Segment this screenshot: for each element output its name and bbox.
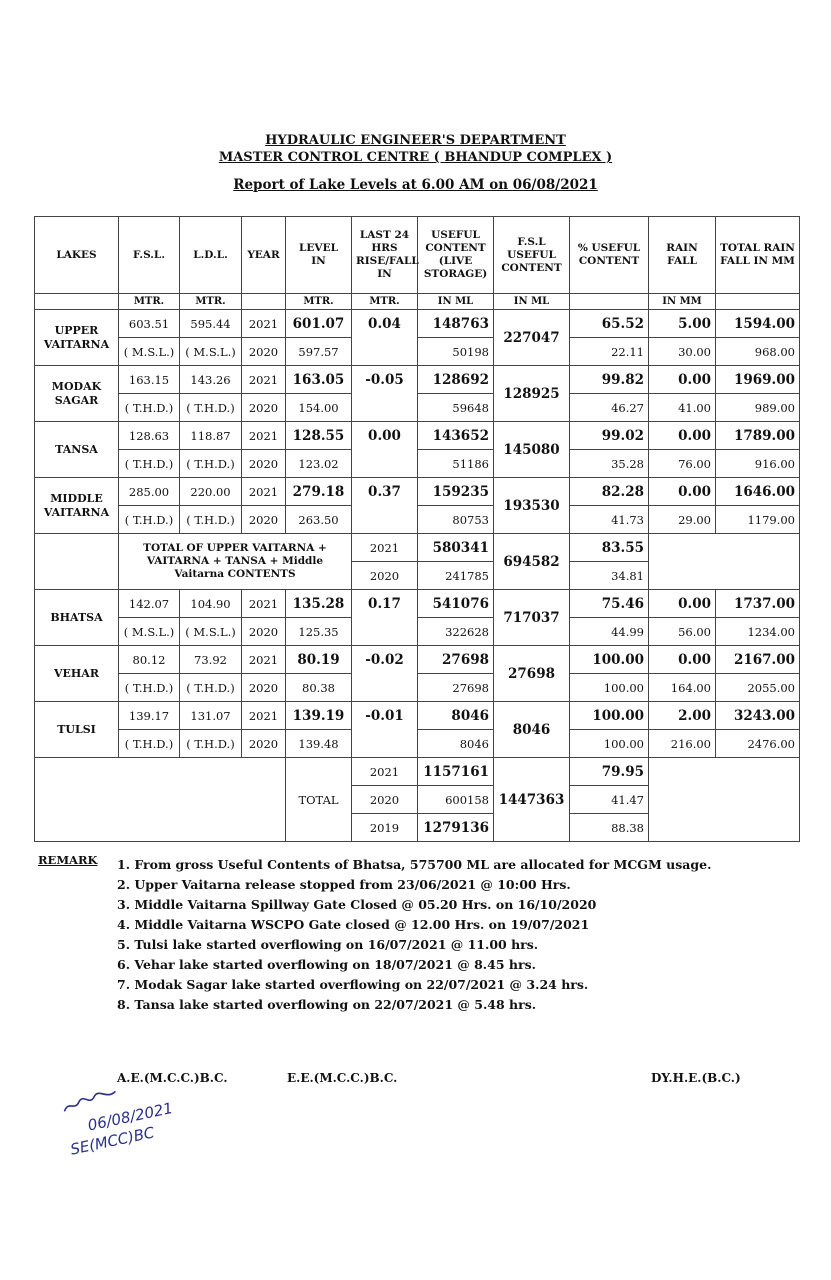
- rain-value: 56.00: [649, 618, 716, 646]
- rain-value: 0.00: [649, 646, 716, 674]
- col-level: LEVEL IN: [286, 217, 352, 294]
- useful-value: 143652: [418, 422, 494, 450]
- lake-levels-table: [34, 216, 800, 842]
- rise-value: [352, 730, 418, 758]
- fsl-useful-value: 694582: [494, 534, 570, 590]
- total-rain-value: 1789.00: [716, 422, 800, 450]
- remark-item: 5. Tulsi lake started overflowing on 16/07/2021 @ 11.00 hrs.: [117, 937, 539, 952]
- lake-name: BHATSA: [35, 590, 119, 646]
- table-row: [35, 702, 800, 730]
- col-rain: RAIN FALL: [649, 217, 716, 294]
- rain-value: 164.00: [649, 674, 716, 702]
- pct-value: 88.38: [570, 814, 649, 842]
- rise-value: -0.01: [352, 702, 418, 730]
- year-value: 2020: [242, 450, 286, 478]
- year-value: 2020: [242, 730, 286, 758]
- total-rain-value: 989.00: [716, 394, 800, 422]
- total-rain-value: 1179.00: [716, 506, 800, 534]
- year-value: 2021: [352, 534, 418, 562]
- table-row: [35, 338, 800, 366]
- remark-item: 2. Upper Vaitarna release stopped from 23/06/2021 @ 10:00 Hrs.: [117, 877, 571, 892]
- remark-item: 8. Tansa lake started overflowing on 22/07/2021 @ 5.48 hrs.: [117, 997, 537, 1012]
- useful-value: 27698: [418, 674, 494, 702]
- useful-value: 580341: [418, 534, 494, 562]
- year-value: 2021: [352, 758, 418, 786]
- fsl-value: 163.15: [119, 366, 180, 394]
- total-rain-value: 3243.00: [716, 702, 800, 730]
- ldl-datum: ( T.H.D.): [180, 394, 242, 422]
- level-value: 80.19: [286, 646, 352, 674]
- table-row: [35, 310, 800, 338]
- col-fsl: F.S.L.: [119, 217, 180, 294]
- signature-ee: E.E.(M.C.C.)B.C.: [287, 1071, 398, 1085]
- useful-value: 128692: [418, 366, 494, 394]
- ldl-datum: ( T.H.D.): [180, 506, 242, 534]
- unit-useful: IN ML: [418, 294, 494, 310]
- fsl-useful-value: 1447363: [494, 758, 570, 842]
- total-blank: [35, 758, 286, 842]
- rise-value: [352, 338, 418, 366]
- table-row: [35, 730, 800, 758]
- remark-item: 7. Modak Sagar lake started overflowing on 22/07/2021 @ 3.24 hrs.: [117, 977, 589, 992]
- unit-fsl: MTR.: [119, 294, 180, 310]
- remark-label: REMARK: [38, 853, 98, 867]
- remark-item: 1. From gross Useful Contents of Bhatsa, 575700 ML are allocated for MCGM usage.: [117, 857, 712, 872]
- pct-value: 100.00: [570, 674, 649, 702]
- rain-value: 29.00: [649, 506, 716, 534]
- level-value: 601.07: [286, 310, 352, 338]
- rain-value: 30.00: [649, 338, 716, 366]
- rise-value: [352, 506, 418, 534]
- table-row: [35, 758, 800, 786]
- rise-value: [352, 618, 418, 646]
- signature-ae: A.E.(M.C.C.)B.C.: [117, 1071, 228, 1085]
- level-value: 123.02: [286, 450, 352, 478]
- pct-value: 75.46: [570, 590, 649, 618]
- table-row: [35, 534, 800, 562]
- fsl-useful-value: 145080: [494, 422, 570, 478]
- rise-value: 0.00: [352, 422, 418, 450]
- rain-value: 5.00: [649, 310, 716, 338]
- fsl-useful-value: 128925: [494, 366, 570, 422]
- year-value: 2019: [352, 814, 418, 842]
- rise-value: -0.05: [352, 366, 418, 394]
- rise-value: [352, 450, 418, 478]
- pct-value: 41.47: [570, 786, 649, 814]
- handwritten-signature: [60, 1077, 179, 1159]
- lake-name: MIDDLE VAITARNA: [35, 478, 119, 534]
- pct-value: 41.73: [570, 506, 649, 534]
- pct-value: 34.81: [570, 562, 649, 590]
- total-rain-value: 916.00: [716, 450, 800, 478]
- fsl-useful-value: 193530: [494, 478, 570, 534]
- year-value: 2021: [242, 422, 286, 450]
- table-row: [35, 674, 800, 702]
- useful-value: 1157161: [418, 758, 494, 786]
- table-row: [35, 590, 800, 618]
- rain-value: 41.00: [649, 394, 716, 422]
- level-value: 154.00: [286, 394, 352, 422]
- useful-value: 241785: [418, 562, 494, 590]
- rise-value: -0.02: [352, 646, 418, 674]
- fsl-value: 285.00: [119, 478, 180, 506]
- ldl-datum: ( M.S.L.): [180, 618, 242, 646]
- useful-value: 159235: [418, 478, 494, 506]
- ldl-value: 118.87: [180, 422, 242, 450]
- table-row: [35, 478, 800, 506]
- year-value: 2021: [242, 702, 286, 730]
- pct-value: 83.55: [570, 534, 649, 562]
- total-rain-value: 1646.00: [716, 478, 800, 506]
- remarks-list: [117, 855, 807, 1015]
- year-value: 2020: [242, 338, 286, 366]
- rise-value: 0.37: [352, 478, 418, 506]
- total-rain-value: 1737.00: [716, 590, 800, 618]
- unit-rain: IN MM: [649, 294, 716, 310]
- fsl-value: 139.17: [119, 702, 180, 730]
- ldl-value: 220.00: [180, 478, 242, 506]
- useful-value: 148763: [418, 310, 494, 338]
- signature-dyhe: DY.H.E.(B.C.): [651, 1071, 741, 1085]
- pct-value: 100.00: [570, 702, 649, 730]
- report-title: Report of Lake Levels at 6.00 AM on 06/08/2021: [233, 177, 598, 193]
- rain-value: 0.00: [649, 478, 716, 506]
- lake-name: TANSA: [35, 422, 119, 478]
- remark-item: 4. Middle Vaitarna WSCPO Gate closed @ 12.00 Hrs. on 19/07/2021: [117, 917, 590, 932]
- lake-name: MODAK SAGAR: [35, 366, 119, 422]
- fsl-value: 603.51: [119, 310, 180, 338]
- centre-title: MASTER CONTROL CENTRE ( BHANDUP COMPLEX ): [218, 150, 613, 165]
- rise-value: 0.04: [352, 310, 418, 338]
- year-value: 2020: [242, 674, 286, 702]
- table-row: [35, 422, 800, 450]
- rain-value: 2.00: [649, 702, 716, 730]
- ldl-value: 595.44: [180, 310, 242, 338]
- level-value: 263.50: [286, 506, 352, 534]
- ldl-value: 73.92: [180, 646, 242, 674]
- rise-value: [352, 394, 418, 422]
- table-row: [35, 450, 800, 478]
- ldl-datum: ( T.H.D.): [180, 674, 242, 702]
- fsl-datum: ( T.H.D.): [119, 730, 180, 758]
- useful-value: 600158: [418, 786, 494, 814]
- level-value: 163.05: [286, 366, 352, 394]
- pct-value: 82.28: [570, 478, 649, 506]
- total-rain-value: 1234.00: [716, 618, 800, 646]
- fsl-datum: ( T.H.D.): [119, 394, 180, 422]
- ldl-value: 131.07: [180, 702, 242, 730]
- useful-value: 80753: [418, 506, 494, 534]
- fsl-datum: ( M.S.L.): [119, 618, 180, 646]
- col-pct: % USEFUL CONTENT: [570, 217, 649, 294]
- col-useful: USEFUL CONTENT (LIVE STORAGE): [418, 217, 494, 294]
- level-value: 128.55: [286, 422, 352, 450]
- pct-value: 79.95: [570, 758, 649, 786]
- level-value: 139.19: [286, 702, 352, 730]
- ldl-datum: ( M.S.L.): [180, 338, 242, 366]
- combined-blank-right: [649, 534, 800, 590]
- pct-value: 46.27: [570, 394, 649, 422]
- unit-ldl: MTR.: [180, 294, 242, 310]
- useful-value: 27698: [418, 646, 494, 674]
- ldl-value: 143.26: [180, 366, 242, 394]
- pct-value: 44.99: [570, 618, 649, 646]
- lake-name: VEHAR: [35, 646, 119, 702]
- col-rise: LAST 24 HRS RISE/FALL IN: [352, 217, 418, 294]
- pct-value: 65.52: [570, 310, 649, 338]
- table-row: [35, 618, 800, 646]
- useful-value: 1279136: [418, 814, 494, 842]
- table-row: [35, 394, 800, 422]
- useful-value: 50198: [418, 338, 494, 366]
- units-row: [35, 294, 800, 310]
- lake-name: UPPER VAITARNA: [35, 310, 119, 366]
- level-value: 80.38: [286, 674, 352, 702]
- table-body: [35, 217, 800, 842]
- lake-name: TULSI: [35, 702, 119, 758]
- fsl-useful-value: 27698: [494, 646, 570, 702]
- year-value: 2021: [242, 478, 286, 506]
- year-value: 2020: [352, 786, 418, 814]
- unit-rise: MTR.: [352, 294, 418, 310]
- unit-fsl-useful: IN ML: [494, 294, 570, 310]
- year-value: 2020: [352, 562, 418, 590]
- total-blank-right: [649, 758, 800, 842]
- level-value: 597.57: [286, 338, 352, 366]
- year-value: 2021: [242, 366, 286, 394]
- rise-value: 0.17: [352, 590, 418, 618]
- col-total-rain: TOTAL RAIN FALL IN MM: [716, 217, 800, 294]
- pct-value: 99.02: [570, 422, 649, 450]
- level-value: 139.48: [286, 730, 352, 758]
- pct-value: 22.11: [570, 338, 649, 366]
- fsl-value: 128.63: [119, 422, 180, 450]
- table-row: [35, 366, 800, 394]
- col-ldl: L.D.L.: [180, 217, 242, 294]
- unit-level: MTR.: [286, 294, 352, 310]
- total-rain-value: 968.00: [716, 338, 800, 366]
- fsl-value: 80.12: [119, 646, 180, 674]
- total-rain-value: 2167.00: [716, 646, 800, 674]
- col-year: YEAR: [242, 217, 286, 294]
- header-row: [35, 217, 800, 294]
- combined-label: TOTAL OF UPPER VAITARNA + VAITARNA + TANSA + Middle Vaitarna CONTENTS: [119, 534, 352, 590]
- total-rain-value: 2055.00: [716, 674, 800, 702]
- fsl-datum: ( T.H.D.): [119, 506, 180, 534]
- pct-value: 100.00: [570, 730, 649, 758]
- pct-value: 35.28: [570, 450, 649, 478]
- table-row: [35, 646, 800, 674]
- year-value: 2020: [242, 394, 286, 422]
- fsl-useful-value: 8046: [494, 702, 570, 758]
- rain-value: 76.00: [649, 450, 716, 478]
- ldl-datum: ( T.H.D.): [180, 450, 242, 478]
- year-value: 2021: [242, 310, 286, 338]
- level-value: 125.35: [286, 618, 352, 646]
- rise-value: [352, 674, 418, 702]
- level-value: 135.28: [286, 590, 352, 618]
- total-rain-value: 1594.00: [716, 310, 800, 338]
- col-lakes: LAKES: [35, 217, 119, 294]
- total-label: TOTAL: [286, 758, 352, 842]
- useful-value: 8046: [418, 730, 494, 758]
- ldl-value: 104.90: [180, 590, 242, 618]
- rain-value: 0.00: [649, 422, 716, 450]
- handwritten-date: 06/08/2021: [86, 1098, 175, 1135]
- fsl-useful-value: 227047: [494, 310, 570, 366]
- remark-item: 6. Vehar lake started overflowing on 18/07/2021 @ 8.45 hrs.: [117, 957, 536, 972]
- combined-blank: [35, 534, 119, 590]
- handwritten-initials: SE(MCC)BC: [68, 1123, 156, 1159]
- rain-value: 0.00: [649, 590, 716, 618]
- year-value: 2021: [242, 646, 286, 674]
- col-fsl-useful: F.S.L USEFUL CONTENT: [494, 217, 570, 294]
- total-rain-value: 2476.00: [716, 730, 800, 758]
- fsl-datum: ( M.S.L.): [119, 338, 180, 366]
- pct-value: 99.82: [570, 366, 649, 394]
- useful-value: 51186: [418, 450, 494, 478]
- level-value: 279.18: [286, 478, 352, 506]
- useful-value: 541076: [418, 590, 494, 618]
- rain-value: 0.00: [649, 366, 716, 394]
- dept-title: HYDRAULIC ENGINEER'S DEPARTMENT: [265, 133, 566, 148]
- fsl-datum: ( T.H.D.): [119, 674, 180, 702]
- useful-value: 59648: [418, 394, 494, 422]
- fsl-value: 142.07: [119, 590, 180, 618]
- year-value: 2021: [242, 590, 286, 618]
- rain-value: 216.00: [649, 730, 716, 758]
- year-value: 2020: [242, 506, 286, 534]
- useful-value: 8046: [418, 702, 494, 730]
- fsl-datum: ( T.H.D.): [119, 450, 180, 478]
- table-row: [35, 506, 800, 534]
- total-rain-value: 1969.00: [716, 366, 800, 394]
- year-value: 2020: [242, 618, 286, 646]
- fsl-useful-value: 717037: [494, 590, 570, 646]
- useful-value: 322628: [418, 618, 494, 646]
- ldl-datum: ( T.H.D.): [180, 730, 242, 758]
- remark-item: 3. Middle Vaitarna Spillway Gate Closed @ 05.20 Hrs. on 16/10/2020: [117, 897, 597, 912]
- pct-value: 100.00: [570, 646, 649, 674]
